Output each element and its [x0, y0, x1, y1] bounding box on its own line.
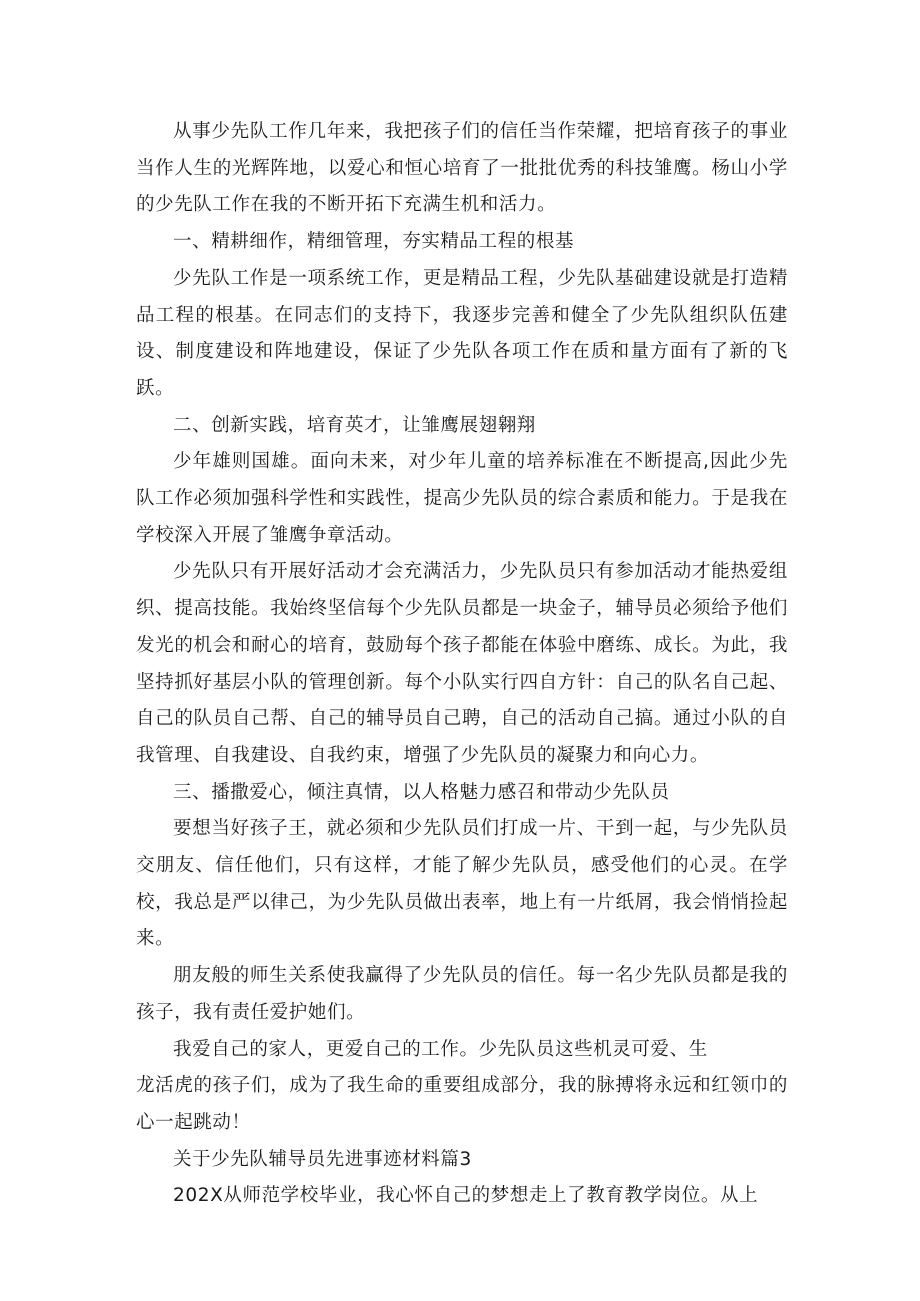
section-heading-3: 三、播撒爱心，倾注真情，以人格魅力感召和带动少先队员	[173, 781, 670, 803]
article-title-3: 关于少先队辅导员先进事迹材料篇3	[173, 1148, 472, 1170]
paragraph-section-2a: 少年雄则国雄。面向未来，对少年儿童的培养标准在不断提高,因此少先队工作必须加强科学性和实践性，提高少先队员的综合素质和能力。于是我在学校深入开展了雏鹰争章活动。	[136, 451, 788, 546]
paragraph-closing: 我爱自己的家人，更爱自己的工作。少先队员这些机灵可爱、生 龙活虎的孩子们，成为了我生命的重要组成部分，我的脉搏将永远和红领巾的心一起跳动！	[136, 1038, 788, 1133]
paragraph-article-3-start: 202X从师范学校毕业，我心怀自己的梦想走上了教育教学岗位。从上	[173, 1185, 759, 1207]
section-heading-1: 一、精耕细作，精细管理，夯实精品工程的根基	[173, 231, 575, 253]
paragraph-intro: 从事少先队工作几年来，我把孩子们的信任当作荣耀，把培育孩子的事业当作人生的光辉阵地，以爱心和恒心培育了一批批优秀的科技雏鹰。杨山小学的少先队工作在我的不断开拓下充满生机和活力。	[136, 121, 788, 216]
section-heading-2: 二、创新实践，培育英才，让雏鹰展翅翱翔	[173, 414, 536, 436]
paragraph-section-3a: 要想当好孩子王，就必须和少先队员们打成一片、干到一起，与少先队员交朋友、信任他们，只有这样，才能了解少先队员，感受他们的心灵。在学校，我总是严以律己，为少先队员做出表率，地上有一片纸屑，我会悄悄捡起来。	[136, 818, 788, 950]
paragraph-section-3b: 朋友般的师生关系使我赢得了少先队员的信任。每一名少先队员都是我的孩子，我有责任爱护她们。	[136, 965, 788, 1023]
document-body	[136, 114, 788, 1215]
paragraph-section-2b: 少先队只有开展好活动才会充满活力，少先队员只有参加活动才能热爱组织、提高技能。我始终坚信每个少先队员都是一块金子，辅导员必须给予他们发光的机会和耐心的培育，鼓励每个孩子都能在体验中磨练、成长。为此，我坚持抓好基层小队的管理创新。每个小队实行四自方针：自己的队名自己起、自己的队员自己帮、自己的辅导员自己聘，自己的活动自己搞。通过小队的自我管理、自我建设、自我约束，增强了少先队员的凝聚力和向心力。	[136, 561, 788, 766]
paragraph-section-1: 少先队工作是一项系统工作，更是精品工程，少先队基础建设就是打造精品工程的根基。在同志们的支持下，我逐步完善和健全了少先队组织队伍建设、制度建设和阵地建设，保证了少先队各项工作在质和量方面有了新的飞跃。	[136, 267, 788, 399]
